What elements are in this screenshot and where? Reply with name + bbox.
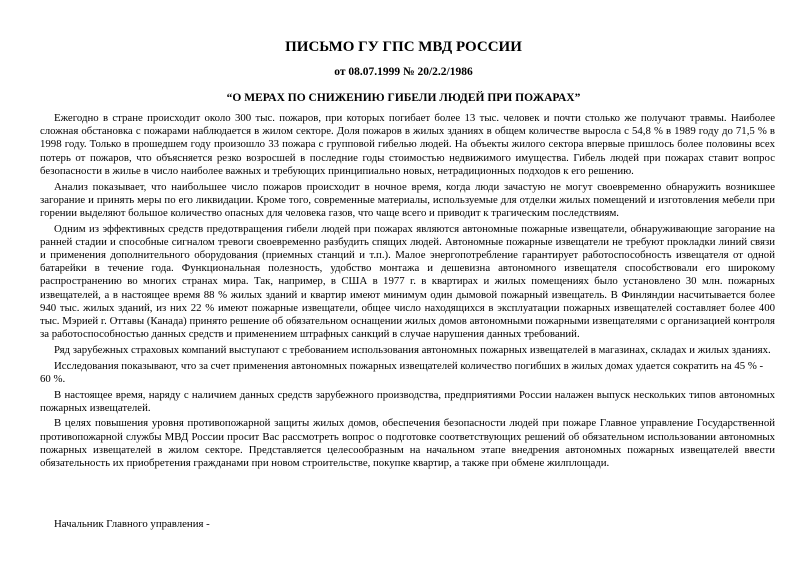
paragraph-insurance-companies: Ряд зарубежных страховых компаний выступают с требованием использования автономных пожарных извещателей в магазинах, складах и жилых зданиях. [54,343,771,356]
paragraph-research: Исследования показывают, что за счет применения автономных пожарных извещателей количество погибших в жилых домах удается сократить на 45 % - 60 %. [40,359,764,385]
document-subject: “О МЕРАХ ПО СНИЖЕНИЮ ГИБЕЛИ ЛЮДЕЙ ПРИ ПОЖАРАХ” [226,92,581,104]
paragraph-analysis: Анализ показывает, что наибольшее число пожаров происходит в ночное время, когда люди зачастую не могут своевременно обнаружить возникшее загорание и принять меры по его ликвидации. Кроме того, современные материалы, используемые для отделки жилых помещений и изготовления мебели при горении выделяют большое количество опасных для человека газов, что чаще всего и приводит к трагическим последствиям. [40,180,775,219]
document-title: ПИСЬМО ГУ ГПС МВД РОССИИ [285,39,522,55]
paragraph-domestic-production: В настоящее время, наряду с наличием данных средств зарубежного производства, предприятиями России налажен выпуск нескольких типов автономных пожарных извещателей. [40,388,775,414]
paragraph-fire-statistics: Ежегодно в стране происходит около 300 тыс. пожаров, при которых погибает более 13 тыс. человек и почти столько же получают травмы. Наиболее сложная обстановка с пожарами наблюдается в жилом секторе. Доля пожаров в жилых зданиях в общем количестве выросла с 54,8 % в 1989 году до 71,5 % в 1998 году. Только в прошедшем году произошло 33 пожара с групповой гибелью людей. На объекты жилого сектора впервые пришлось более половины всех потерь от пожаров, что объясняется резко возросшей в последние годы стоимостью недвижимого имущества. Гибель людей при пожарах ставит вопрос безопасности в жилье в число наиболее важных и требующих принципиально новых, нетрадиционных подходов к его решению. [40,112,775,177]
document-body [40,112,775,473]
paragraph-request: В целях повышения уровня противопожарной защиты жилых домов, обеспечения безопасности людей при пожаре Главное управление Государственной противопожарной службы МВД России просит Вас рассмотреть вопрос о подготовке соответствующих решений об обязательном использовании автономных пожарных извещателей в жилом секторе. Представляется целесообразным на начальном этапе внедрения автономных пожарных извещателей ввести обязательность их приобретения гражданами при новом строительстве, покупке квартир, а также при обмене жилплощади. [40,417,775,470]
signature-line: Начальник Главного управления - [54,518,210,530]
paragraph-autonomous-detectors: Одним из эффективных средств предотвращения гибели людей при пожарах являются автономные пожарные извещатели, обнаруживающие загорание на ранней стадии и способные сигналом тревоги своевременно разбудить спящих людей. Автономные пожарные извещатели не требуют прокладки линий связи и применения дополнительного оборудования (приемных станций и т.п.). Малое энергопотребление гарантирует работоспособность извещателя от одной батарейки в течение года. Функциональная полезность, удобство монтажа и дешевизна автономного извещателя способствовали его широкому распространению во многих странах мира. Так, например, в США в 1977 г. в квартирах и жилых помещениях было установлено 30 млн. пожарных извещателей, а в настоящее время 88 % жилых зданий и квартир имеют минимум один дымовой пожарный извещатель. В Финляндии насчитывается более 940 тыс. жилых зданий, из них 22 % имеют пожарные извещатели, общее число находящихся в эксплуатации пожарных извещателей составляет более 400 тыс. Мэрией г. Оттавы (Канада) принято решение об обязательном оснащении жилых домов автономными пожарными извещателями с организацией контроля за работоспособностью данных средств и применением штрафных санкций в случае нарушения данных требований. [40,222,775,341]
document-date-number: от 08.07.1999 № 20/2.2/1986 [334,66,473,78]
